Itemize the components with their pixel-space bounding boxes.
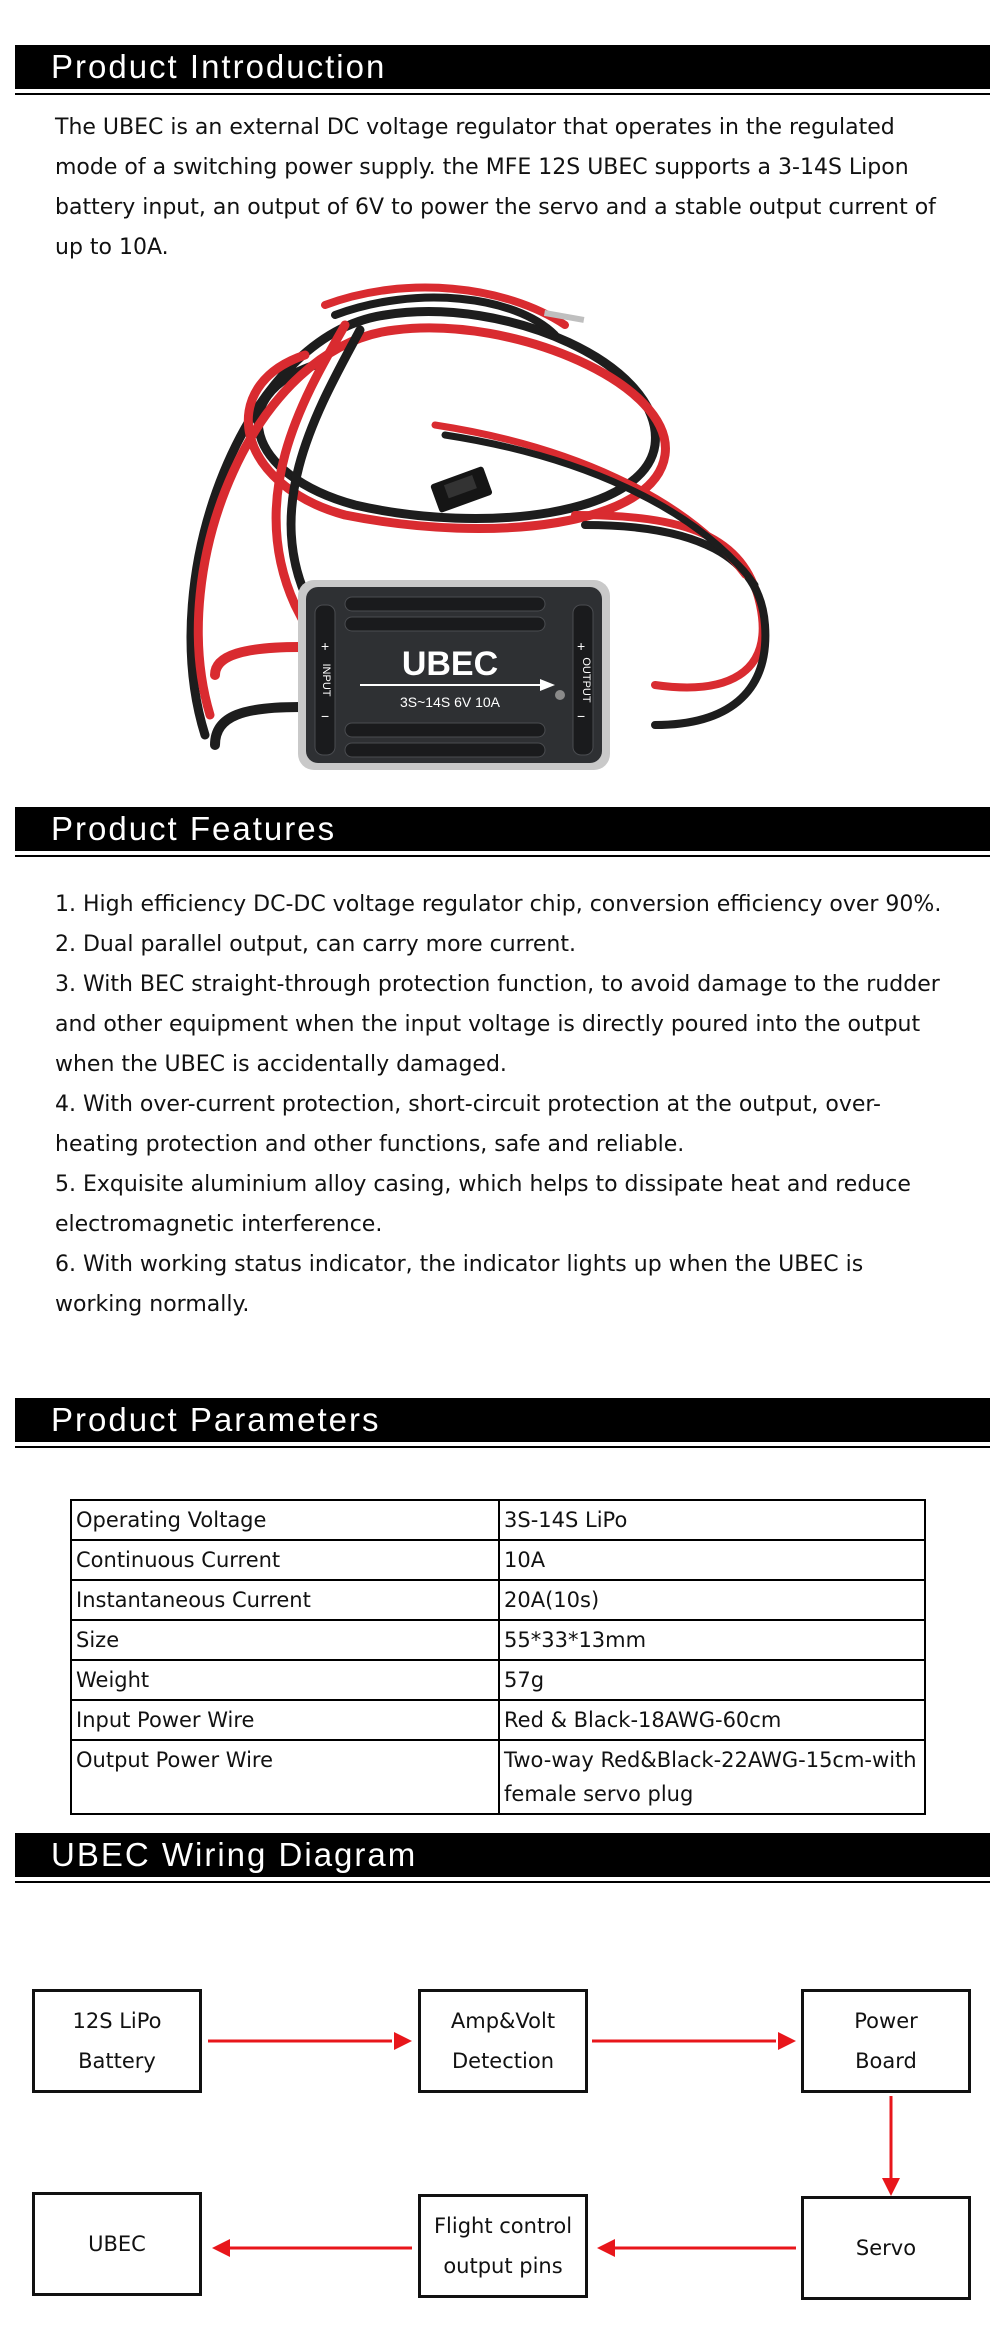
arrowhead bbox=[597, 2239, 615, 2257]
param-value: 10A bbox=[499, 1540, 925, 1580]
node-flight-control: Flight control output pins bbox=[418, 2194, 588, 2298]
params-header bbox=[15, 1398, 990, 1442]
arrowhead bbox=[778, 2032, 796, 2050]
feature-item: 1. High efficiency DC-DC voltage regulator chip, conversion efficiency over 90%. bbox=[55, 892, 942, 917]
module-label: UBEC bbox=[401, 645, 499, 683]
features-header bbox=[15, 807, 990, 851]
table-row bbox=[71, 1740, 925, 1814]
intro-text: The UBEC is an external DC voltage regulator that operates in the regulated mode of a switching power supply. the MFE 12S UBEC supports a 3-14S Lipon battery input, an output of 6V to power the servo and a stable output current of up to 10A. bbox=[55, 115, 936, 260]
params-table bbox=[70, 1499, 926, 1815]
param-key: Instantaneous Current bbox=[71, 1580, 499, 1620]
wiring-rule bbox=[15, 1881, 990, 1883]
wiring-diagram bbox=[0, 1960, 1000, 2330]
param-value: 20A(10s) bbox=[499, 1580, 925, 1620]
intro-rule bbox=[15, 93, 990, 95]
intro-header bbox=[15, 45, 990, 89]
param-key: Input Power Wire bbox=[71, 1700, 499, 1740]
features-heading: Product Features bbox=[51, 810, 337, 847]
input-plus: + bbox=[321, 638, 330, 654]
feature-item: 4. With over-current protection, short-circuit protection at the output, over-heating protection and other functions, safe and reliable. bbox=[55, 1092, 881, 1157]
output-label: OUTPUT bbox=[580, 657, 592, 703]
node-power-board: Power Board bbox=[801, 1989, 971, 2093]
input-minus: − bbox=[321, 708, 330, 724]
features-list bbox=[55, 885, 955, 1325]
param-key: Operating Voltage bbox=[71, 1500, 499, 1540]
table-row bbox=[71, 1620, 925, 1660]
table-row bbox=[71, 1580, 925, 1620]
params-heading: Product Parameters bbox=[51, 1401, 381, 1438]
params-rule bbox=[15, 1446, 990, 1448]
param-key: Size bbox=[71, 1620, 499, 1660]
arrowhead bbox=[212, 2239, 230, 2257]
wiring-header bbox=[15, 1833, 990, 1877]
param-key: Weight bbox=[71, 1660, 499, 1700]
param-value: 3S-14S LiPo bbox=[499, 1500, 925, 1540]
arrowhead bbox=[394, 2032, 412, 2050]
table-row bbox=[71, 1540, 925, 1580]
param-value: 55*33*13mm bbox=[499, 1620, 925, 1660]
param-value: Red & Black-18AWG-60cm bbox=[499, 1700, 925, 1740]
input-label: INPUT bbox=[320, 663, 332, 697]
node-battery: 12S LiPo Battery bbox=[32, 1989, 202, 2093]
output-minus: − bbox=[577, 708, 586, 724]
features-rule bbox=[15, 855, 990, 857]
wiring-heading: UBEC Wiring Diagram bbox=[51, 1836, 418, 1873]
param-key: Output Power Wire bbox=[71, 1740, 499, 1814]
node-ampvolt: Amp&Volt Detection bbox=[418, 1989, 588, 2093]
intro-heading: Product Introduction bbox=[51, 48, 387, 85]
table-row bbox=[71, 1700, 925, 1740]
param-value: 57g bbox=[499, 1660, 925, 1700]
output-plus: + bbox=[577, 638, 586, 654]
table-row bbox=[71, 1500, 925, 1540]
status-led bbox=[555, 690, 565, 700]
arrowhead bbox=[882, 2178, 900, 2196]
table-row bbox=[71, 1660, 925, 1700]
feature-item: 3. With BEC straight-through protection function, to avoid damage to the rudder and other equipment when the input voltage is directly poured into the output when the UBEC is accidentally damaged. bbox=[55, 972, 940, 1077]
ubec-product-photo bbox=[185, 275, 805, 780]
param-key: Continuous Current bbox=[71, 1540, 499, 1580]
spec-label: 3S~14S 6V 10A bbox=[399, 694, 501, 710]
node-servo: Servo bbox=[801, 2196, 971, 2300]
feature-item: 2. Dual parallel output, can carry more current. bbox=[55, 932, 576, 957]
feature-item: 5. Exquisite aluminium alloy casing, which helps to dissipate heat and reduce electromagnetic interference. bbox=[55, 1172, 911, 1237]
feature-item: 6. With working status indicator, the indicator lights up when the UBEC is working normally. bbox=[55, 1252, 864, 1317]
param-value: Two-way Red&Black-22AWG-15cm-with female servo plug bbox=[499, 1740, 925, 1814]
node-ubec: UBEC bbox=[32, 2192, 202, 2296]
